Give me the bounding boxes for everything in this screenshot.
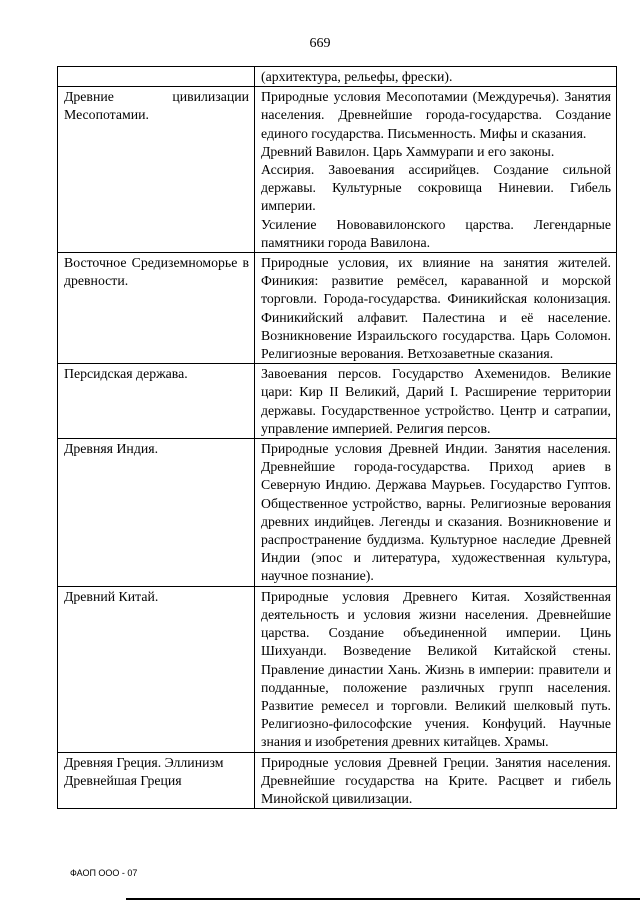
table-row	[58, 87, 617, 253]
content-paragraph: Природные условия, их влияние на занятия жителей. Финикия: развитие ремёсел, караванной и морской торговли. Города-государства. Финикийская колонизация. Финикийский алфавит. Палестина и её население. Возникновение Израильского государства. Царь Соломон. Религиозные верования. Ветхозаветные сказания.	[261, 255, 611, 362]
content-paragraph: Природные условия Древнего Китая. Хозяйственная деятельность и условия жизни населения. Древнейшие царства. Создание объединенной империи. Цинь Шихуанди. Возведение Великой Китайской стены. Правление династии Хань. Жизнь в империи: правители и подданные, положение различных групп населения. Развитие ремесел и торговли. Великий шелковый путь. Религиозно-философские учения. Конфуций. Научные знания и изобретения древних китайцев. Храмы.	[261, 588, 611, 750]
table-row	[58, 586, 617, 752]
topic-text: Древний Китай.	[64, 588, 159, 604]
table-row	[58, 253, 617, 364]
topic-text: Древняя Греция. Эллинизм	[64, 754, 224, 770]
content-cell	[255, 67, 617, 87]
content-paragraph: (архитектура, рельефы, фрески).	[261, 69, 453, 84]
topic-text: Древние цивилизации Месопотамии.	[64, 89, 249, 123]
content-cell	[255, 87, 617, 253]
content-cell	[255, 253, 617, 364]
topic-cell	[58, 752, 255, 809]
topic-cell	[58, 586, 255, 752]
topic-text: Древняя Индия.	[64, 441, 159, 457]
table-row	[58, 364, 617, 439]
topic-cell	[58, 67, 255, 87]
document-code: ФАОП ООО - 07	[70, 868, 138, 878]
content-paragraph: Природные условия Древней Греции. Занятия населения. Древнейшие государства на Крите. Расцвет и гибель Минойской цивилизации.	[261, 754, 611, 806]
table-row	[58, 752, 617, 809]
content-paragraph: Природные условия Древней Индии. Занятия населения. Древнейшие города-государства. Приход ариев в Северную Индию. Держава Маурьев. Государство Гуптов. Общественное устройство, варны. Религиозные верования древних индийцев. Легенды и сказания. Возникновение и распространение буддизма. Культурное наследие Древней Индии (эпос и литература, художественная культура, научное познание).	[261, 441, 611, 584]
topic-cell	[58, 87, 255, 253]
scan-edge-line	[126, 898, 640, 900]
page-number: 669	[309, 36, 331, 51]
content-cell	[255, 439, 617, 587]
content-cell	[255, 586, 617, 752]
table-row	[58, 67, 617, 87]
content-paragraph: Усиление Нововавилонского царства. Легендарные памятники города Вавилона.	[261, 216, 611, 250]
topic-text: Персидская держава.	[64, 366, 188, 382]
topic-cell	[58, 439, 255, 587]
content-cell	[255, 364, 617, 439]
curriculum-table	[57, 66, 617, 809]
topic-text: Древнейшая Греция	[64, 772, 182, 788]
topic-text: Восточное Средиземноморье в древности.	[64, 255, 249, 289]
content-paragraph: Древний Вавилон. Царь Хаммурапи и его законы.	[261, 143, 555, 159]
topic-cell	[58, 253, 255, 364]
content-paragraph: Завоевания персов. Государство Ахеменидов. Великие цари: Кир II Великий, Дарий I. Расширение территории державы. Государственное устройство. Центр и сатрапии, управление империей. Религия персов.	[261, 366, 611, 436]
content-paragraph: Ассирия. Завоевания ассирийцев. Создание сильной державы. Культурные сокровища Ниневии. Гибель империи.	[261, 162, 611, 214]
table-row	[58, 439, 617, 587]
content-paragraph: Природные условия Месопотамии (Междуречья). Занятия населения. Древнейшие города-государства. Создание единого государства. Письменность. Мифы и сказания.	[261, 89, 611, 141]
content-cell	[255, 752, 617, 809]
topic-cell	[58, 364, 255, 439]
